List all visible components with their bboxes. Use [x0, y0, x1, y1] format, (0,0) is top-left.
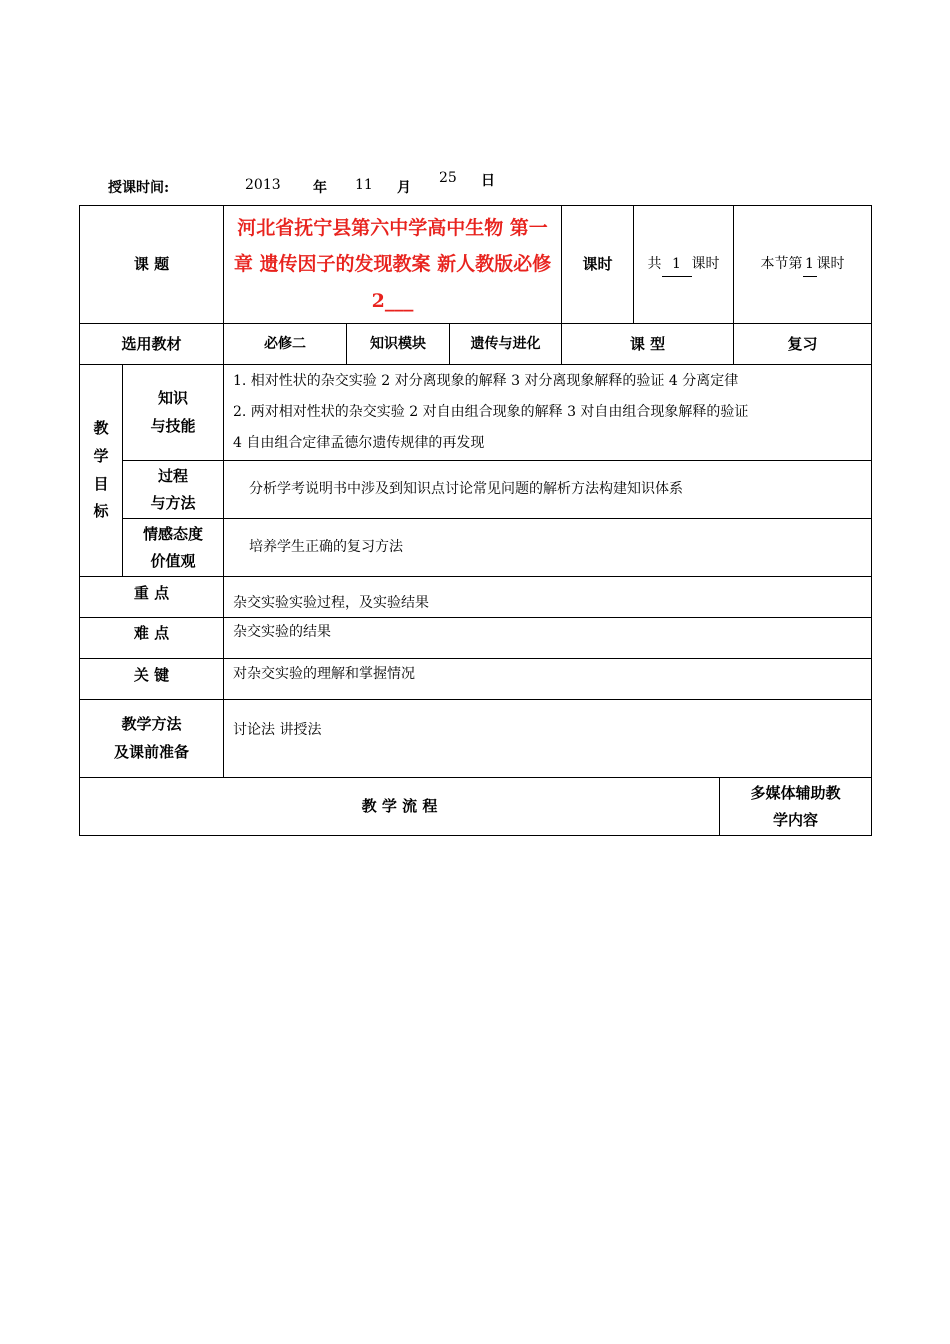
emotion-label-1: 情感态度 — [142, 524, 203, 543]
lesson-month: 11 — [355, 177, 373, 193]
key-point-label-cell — [79, 576, 224, 618]
period-count: 1 — [662, 252, 692, 278]
crux-label: 关 键 — [133, 666, 170, 684]
lesson-day: 25 — [439, 170, 457, 186]
teaching-flow-label: 教 学 流 程 — [361, 797, 438, 816]
module-value-cell — [449, 323, 562, 365]
knowledge-label-2: 与技能 — [150, 416, 196, 435]
section-prefix: 本节第 — [760, 256, 803, 273]
difficult-point-label: 难 点 — [133, 624, 170, 642]
lesson-year: 2013 — [245, 177, 281, 193]
lesson-day-unit: 日 — [481, 173, 495, 189]
lesson-year-unit: 年 — [313, 180, 327, 196]
media-label-2: 学内容 — [772, 810, 818, 829]
emotion-content-cell — [223, 518, 872, 577]
objectives-char-2: 学 — [93, 446, 109, 465]
section-suffix: 课时 — [816, 256, 845, 273]
objectives-char-3: 目 — [93, 474, 109, 493]
method-label-1: 教学方法 — [121, 714, 182, 733]
crux-content-cell — [223, 658, 872, 700]
material-label-cell — [79, 323, 224, 365]
period-suffix: 课时 — [691, 256, 720, 273]
objectives-char-1: 教 — [93, 419, 109, 437]
type-label-cell — [561, 323, 734, 365]
difficult-point-label-cell — [79, 617, 224, 659]
lesson-title: 河北省抚宁县第六中学高中生物 第一章 遗传因子的发现教案 新人教版必修2___ — [233, 217, 552, 312]
material-label: 选用教材 — [121, 334, 182, 353]
period-label-cell — [561, 205, 634, 324]
section-period-cell — [733, 205, 872, 324]
knowledge-line-2: 2. 两对相对性状的杂交实验 2 对自由组合现象的解释 3 对自由组合现象解释的验证 — [233, 404, 749, 421]
module-value: 遗传与进化 — [470, 335, 541, 352]
period-total-cell — [633, 205, 734, 324]
method-label-cell — [79, 699, 224, 778]
module-label-cell — [346, 323, 450, 365]
process-label-2: 与方法 — [150, 493, 196, 512]
method-content-cell — [223, 699, 872, 778]
section-num: 1 — [803, 252, 817, 278]
knowledge-content-cell — [223, 364, 872, 461]
method-value: 讨论法 讲授法 — [233, 722, 322, 738]
type-label: 课 型 — [629, 334, 666, 353]
knowledge-line-1: 1. 相对性状的杂交实验 2 对分离现象的解释 3 对分离现象解释的验证 4 分离定律 — [233, 373, 739, 390]
method-label-2: 及课前准备 — [113, 742, 189, 761]
key-point-label: 重 点 — [133, 584, 170, 602]
module-label: 知识模块 — [370, 335, 426, 352]
topic-label: 课 题 — [133, 255, 170, 274]
process-value: 分析学考说明书中涉及到知识点讨论常见问题的解析方法构建知识体系 — [249, 481, 683, 498]
type-value: 复习 — [787, 334, 818, 353]
lesson-month-unit: 月 — [397, 180, 411, 196]
process-content-cell — [223, 460, 872, 519]
type-value-cell — [733, 323, 872, 365]
emotion-label-2: 价值观 — [150, 551, 196, 570]
crux-label-cell — [79, 658, 224, 700]
knowledge-label-cell — [122, 364, 224, 461]
difficult-point-value: 杂交实验的结果 — [233, 624, 331, 640]
period-prefix: 共 — [647, 256, 662, 273]
difficult-point-content-cell — [223, 617, 872, 659]
key-point-value: 杂交实验实验过程，及实验结果 — [233, 594, 429, 611]
lesson-date-line — [0, 170, 950, 200]
material-value-cell — [223, 323, 347, 365]
emotion-value: 培养学生正确的复习方法 — [249, 539, 403, 556]
process-label-cell — [122, 460, 224, 519]
material-value: 必修二 — [264, 335, 306, 352]
lesson-date-label: 授课时间: — [108, 180, 170, 196]
objectives-group-cell — [79, 364, 123, 577]
period-label: 课时 — [582, 255, 613, 274]
teaching-flow-cell — [79, 777, 720, 836]
topic-title-cell — [223, 205, 562, 324]
lesson-plan-table — [79, 205, 872, 836]
topic-label-cell — [79, 205, 224, 324]
crux-value: 对杂交实验的理解和掌握情况 — [233, 666, 415, 682]
objectives-char-4: 标 — [93, 502, 109, 521]
process-label-1: 过程 — [157, 466, 188, 485]
emotion-label-cell — [122, 518, 224, 577]
media-content-cell — [719, 777, 872, 836]
knowledge-line-3: 4 自由组合定律孟德尔遗传规律的再发现 — [233, 434, 485, 451]
key-point-content-cell — [223, 576, 872, 618]
knowledge-label-1: 知识 — [157, 388, 188, 407]
media-label-1: 多媒体辅助教 — [750, 783, 841, 802]
